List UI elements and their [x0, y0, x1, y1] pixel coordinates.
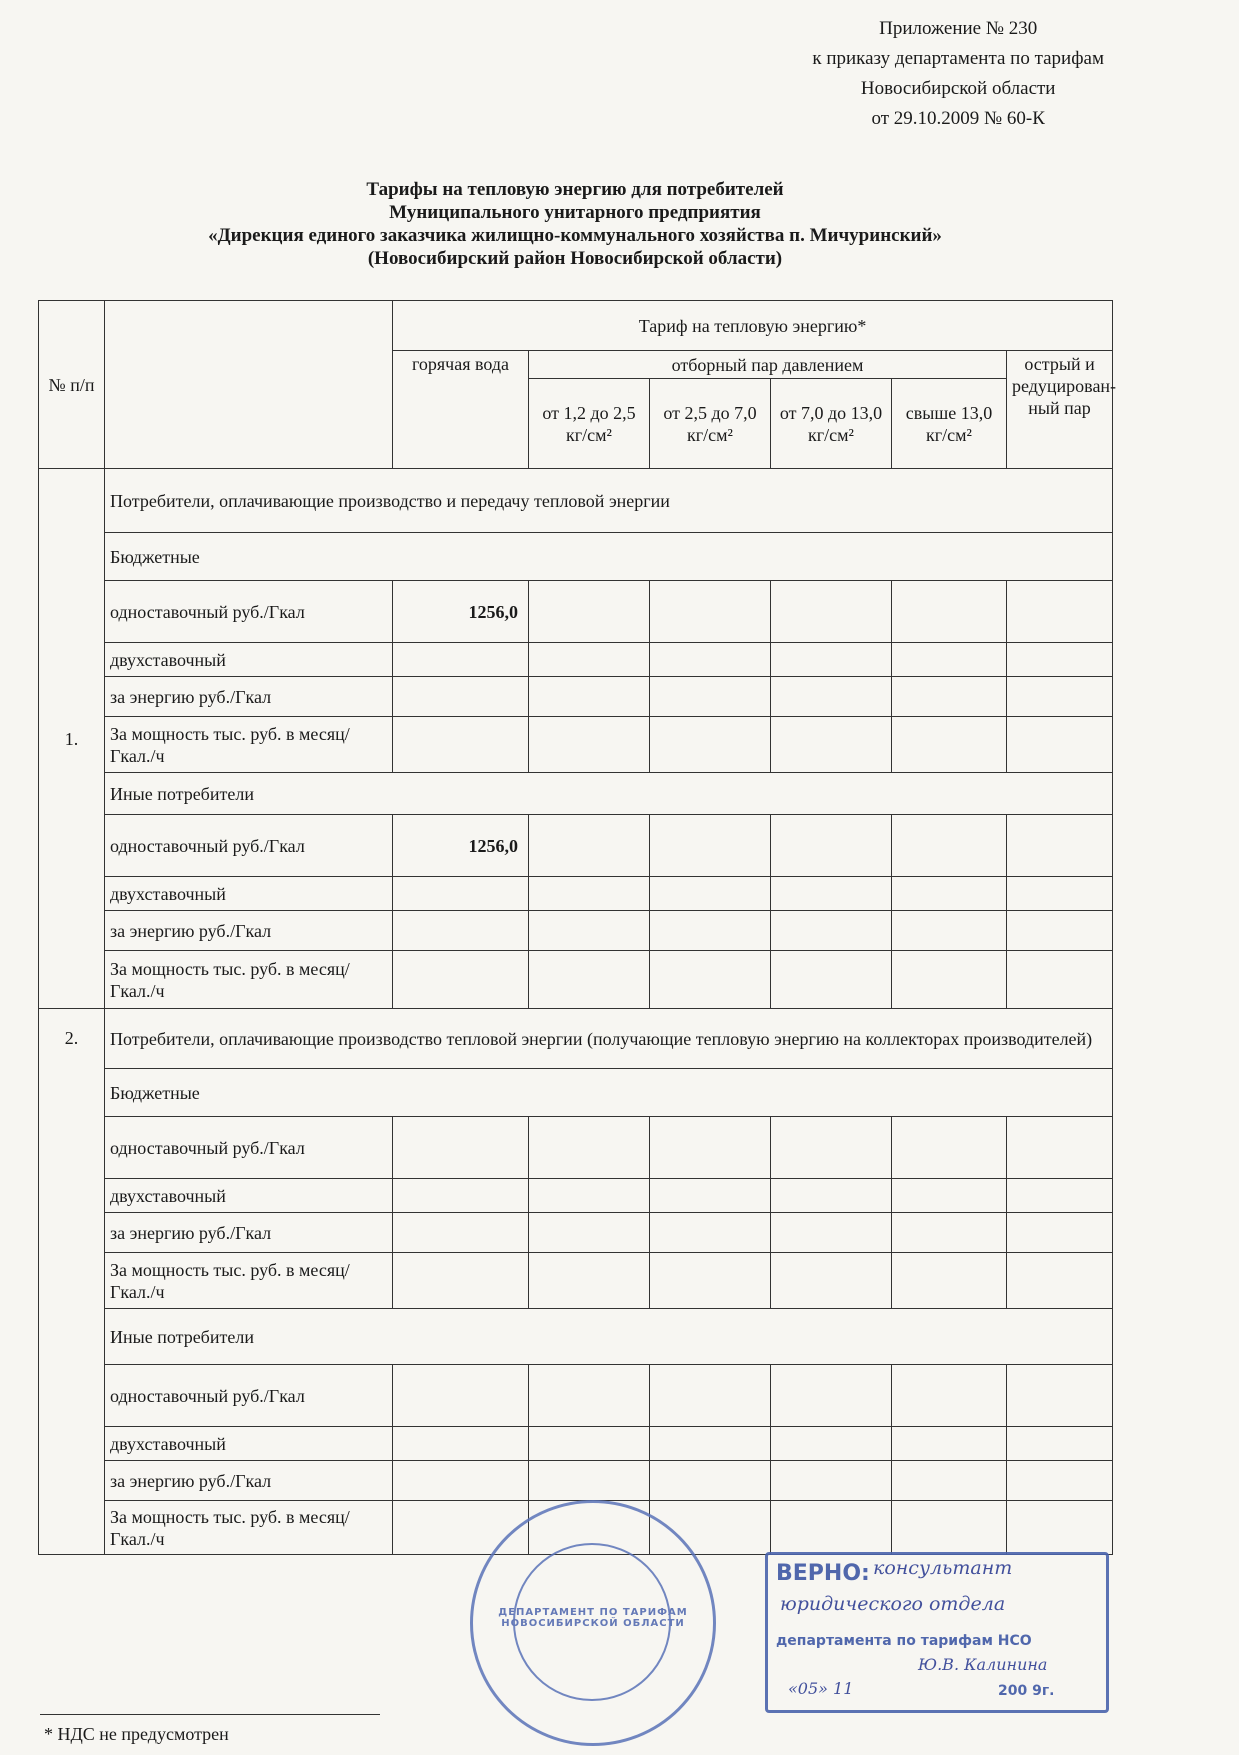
col-header-sharp-steam: острый и редуцирован-ный пар [1007, 351, 1113, 469]
row-label-energy: за энергию руб./Гкал [105, 1213, 393, 1253]
value-hot-water: 1256,0 [393, 815, 529, 877]
row-label-single: одноставочный руб./Гкал [105, 1117, 393, 1179]
appendix-date: от 29.10.2009 № 60-К [871, 108, 1045, 129]
col-header-pressure-4: свыше 13,0 кг/см² [892, 379, 1007, 469]
row-label-power: За мощность тыс. руб. в месяц/Гкал./ч [105, 1501, 393, 1555]
col-header-blank [105, 301, 393, 469]
stamp-title: ВЕРНО: [776, 1561, 870, 1586]
col-header-number: № п/п [39, 301, 105, 469]
stamp-handwriting-position: консультант [873, 1557, 1013, 1579]
col-header-pressure-1: от 1,2 до 2,5 кг/см² [529, 379, 650, 469]
row-label-power: За мощность тыс. руб. в месяц/Гкал./ч [105, 951, 393, 1009]
row-label-single: одноставочный руб./Гкал [105, 815, 393, 877]
row-label-energy: за энергию руб./Гкал [105, 1461, 393, 1501]
certification-stamp [765, 1552, 1109, 1713]
col-header-hot-water: горячая вода [393, 351, 529, 469]
row-label-energy: за энергию руб./Гкал [105, 911, 393, 951]
col-header-pressure-3: от 7,0 до 13,0 кг/см² [771, 379, 892, 469]
row-label-double: двухставочный [105, 1179, 393, 1213]
title-line-2: Муниципального унитарного предприятия [389, 202, 761, 223]
row-label-single: одноставочный руб./Гкал [105, 581, 393, 643]
row-label-energy: за энергию руб./Гкал [105, 677, 393, 717]
appendix-region: Новосибирской области [860, 78, 1056, 99]
document-title [40, 178, 1110, 270]
stamp-handwriting-department: юридического отдела [780, 1593, 1006, 1615]
col-header-tariff: Тариф на тепловую энергию* [393, 301, 1113, 351]
section-title: Потребители, оплачивающие производство тепловой энергии (получающие тепловую энергию на коллекторах производителей) [105, 1009, 1113, 1069]
row-label-double: двухставочный [105, 1427, 393, 1461]
stamp-date: «05» 11 [788, 1679, 854, 1698]
row-label-double: двухставочный [105, 877, 393, 911]
row-label-double: двухставочный [105, 643, 393, 677]
appendix-number: Приложение № 230 [879, 18, 1038, 39]
title-line-4: (Новосибирский район Новосибирской области) [367, 248, 783, 269]
row-label-single: одноставочный руб./Гкал [105, 1365, 393, 1427]
tariff-table [38, 300, 1117, 1555]
row-group-budget: Бюджетные [105, 1069, 1113, 1117]
row-group-other: Иные потребители [105, 1309, 1113, 1365]
row-label-power: За мощность тыс. руб. в месяц/Гкал./ч [105, 717, 393, 773]
official-seal [470, 1500, 716, 1746]
col-header-steam: отборный пар давлением [529, 351, 1007, 379]
section-number: 1. [39, 469, 105, 1009]
appendix-header [812, 14, 1104, 134]
seal-text: ДЕПАРТАМЕНТ ПО ТАРИФАМ НОВОСИБИРСКОЙ ОБЛАСТИ [498, 1607, 688, 1629]
section-number: 2. [39, 1009, 105, 1555]
title-line-3: «Дирекция единого заказчика жилищно-коммунального хозяйства п. Мичуринский» [208, 225, 942, 246]
section-title: Потребители, оплачивающие производство и передачу тепловой энергии [105, 469, 1113, 533]
col-header-pressure-2: от 2,5 до 7,0 кг/см² [650, 379, 771, 469]
row-label-power: За мощность тыс. руб. в месяц/Гкал./ч [105, 1253, 393, 1309]
footnote: * НДС не предусмотрен [44, 1724, 229, 1744]
appendix-order: к приказу департамента по тарифам [812, 48, 1104, 69]
title-line-1: Тарифы на тепловую энергию для потребителей [366, 179, 784, 200]
row-group-budget: Бюджетные [105, 533, 1113, 581]
stamp-department: департамента по тарифам НСО [776, 1633, 1032, 1649]
footnote-rule [40, 1714, 380, 1715]
stamp-year: 200 9г. [998, 1683, 1055, 1699]
value-hot-water: 1256,0 [393, 581, 529, 643]
stamp-handwriting-name: Ю.В. Калинина [918, 1655, 1048, 1674]
row-group-other: Иные потребители [105, 773, 1113, 815]
